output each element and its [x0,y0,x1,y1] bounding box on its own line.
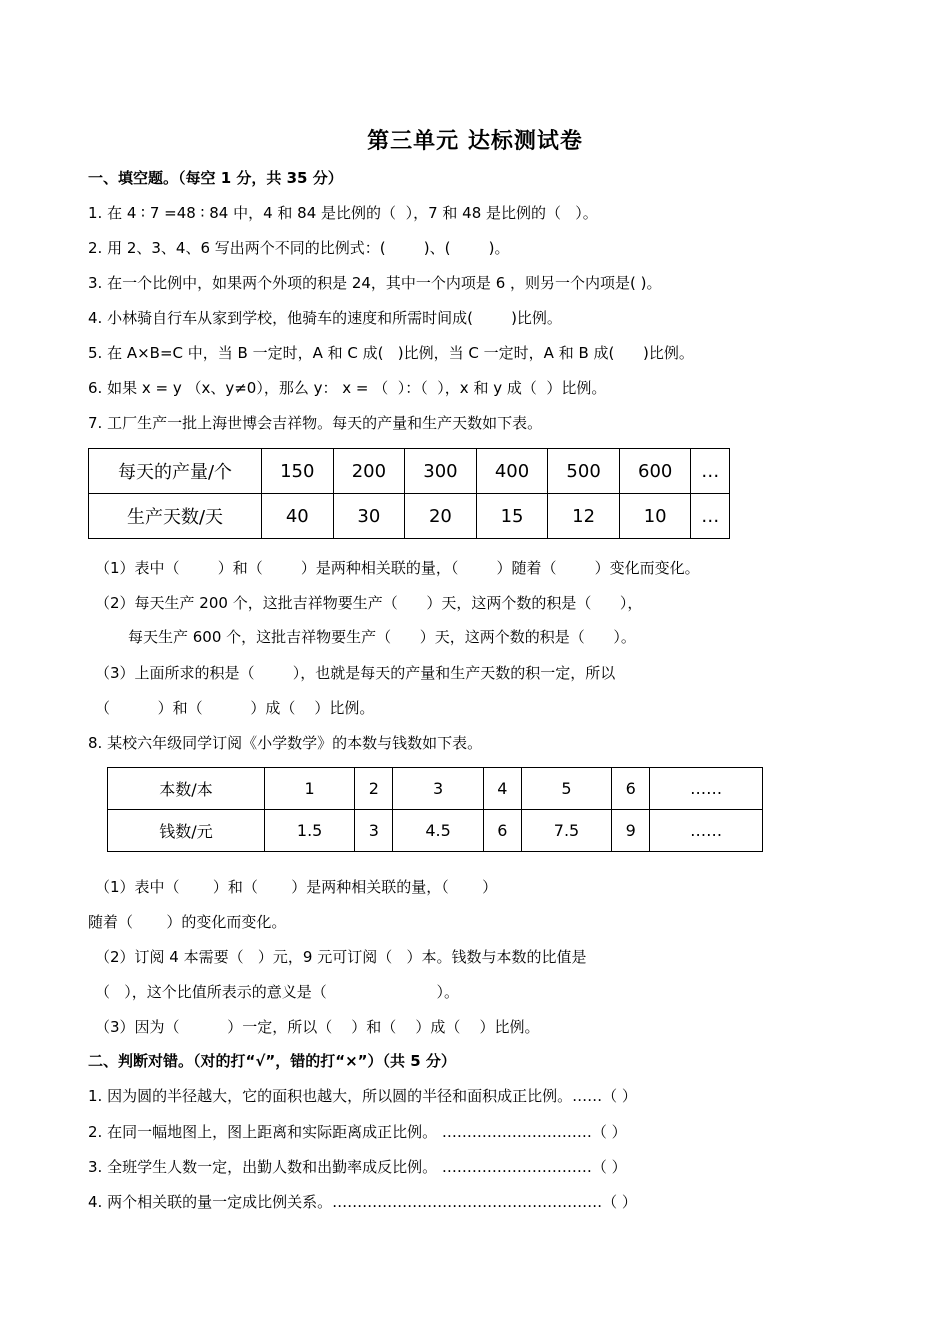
table-cell-label: 每天的产量/个 [89,449,262,494]
section2-heading: 二、判断对错。（对的打“√”，错的打“×”）（共 5 分） [88,1052,456,1070]
table-cell: …… [650,810,763,852]
question-7-part-1: （1）表中（ ）和（ ）是两种相关联的量，（ ）随着（ ）变化而变化。 [95,559,700,577]
table-cell: 1.5 [265,810,355,852]
question-8-part-1b: 随着（ ）的变化而变化。 [88,913,287,931]
table-cell: 15 [476,494,548,539]
table-cell: … [691,449,730,494]
table-cell: 150 [262,449,334,494]
question-8-part-3: （3）因为（ ）一定，所以（ ）和（ ）成（ ）比例。 [95,1018,540,1036]
table-row [89,494,730,539]
table-cell: 600 [619,449,691,494]
table-cell: 300 [405,449,477,494]
table-cell: 7.5 [521,810,611,852]
table-cell: 3 [355,810,393,852]
table-cell: 20 [405,494,477,539]
table-cell: … [691,494,730,539]
question-7-part-3b: （ ）和（ ）成（ ）比例。 [95,699,375,717]
question-3: 3. 在一个比例中，如果两个外项的积是 24，其中一个内项是 6 ，则另一个内项是( )。 [88,274,662,292]
table-row [108,810,763,852]
question-8: 8. 某校六年级同学订阅《小学数学》的本数与钱数如下表。 [88,734,483,752]
question-7: 7. 工厂生产一批上海世博会吉祥物。每天的产量和生产天数如下表。 [88,414,543,432]
table-cell-label: 钱数/元 [108,810,265,852]
question-7-part-3a: （3）上面所求的积是（ ），也就是每天的产量和生产天数的积一定，所以 [95,664,616,682]
question-5: 5. 在 A×B=C 中，当 B 一定时，A 和 C 成( )比例，当 C 一定时，A 和 B 成( )比例。 [88,344,694,362]
table-cell: 4.5 [393,810,483,852]
question-8-part-2b: （ ），这个比值所表示的意义是（ ）。 [95,983,459,1001]
table-cell: 400 [476,449,548,494]
table-row [89,449,730,494]
books-price-table [107,767,763,852]
table-cell: 6 [612,768,650,810]
question-7-part-2a: （2）每天生产 200 个，这批吉祥物要生产（ ）天，这两个数的积是（ ）， [95,594,643,612]
table-row [108,768,763,810]
judge-question-2: 2. 在同一幅地图上，图上距离和实际距离成正比例。 …………………………（ ） [88,1123,627,1141]
page-title: 第三单元 达标测试卷 [367,129,583,154]
question-2: 2. 用 2、3、4、6 写出两个不同的比例式：( )、( )。 [88,239,510,257]
table-cell: 6 [483,810,521,852]
table-cell-label: 本数/本 [108,768,265,810]
table-cell: 2 [355,768,393,810]
table-cell: 5 [521,768,611,810]
question-8-part-2a: （2）订阅 4 本需要（ ）元，9 元可订阅（ ）本。钱数与本数的比值是 [95,948,587,966]
production-table [88,448,730,539]
table-cell: …… [650,768,763,810]
table-cell: 9 [612,810,650,852]
table-cell: 40 [262,494,334,539]
question-6: 6. 如果 x = y （x、y≠0），那么 y： x = （ ）：（ ），x 和 y 成（ ）比例。 [88,379,607,397]
table-cell: 30 [333,494,405,539]
question-4: 4. 小林骑自行车从家到学校，他骑车的速度和所需时间成( )比例。 [88,309,562,327]
table-cell: 200 [333,449,405,494]
table-cell: 4 [483,768,521,810]
table-cell: 12 [548,494,620,539]
table-cell-label: 生产天数/天 [89,494,262,539]
judge-question-1: 1. 因为圆的半径越大，它的面积也越大，所以圆的半径和面积成正比例。……（ ） [88,1087,637,1105]
question-8-part-1a: （1）表中（ ）和（ ）是两种相关联的量，（ ） [95,878,498,896]
judge-question-3: 3. 全班学生人数一定，出勤人数和出勤率成反比例。 …………………………（ ） [88,1158,627,1176]
table-cell: 500 [548,449,620,494]
judge-question-4: 4. 两个相关联的量一定成比例关系。………………………………………………（ ） [88,1193,637,1211]
question-7-part-2b: 每天生产 600 个，这批吉祥物要生产（ ）天，这两个数的积是（ ）。 [128,628,636,646]
table-cell: 3 [393,768,483,810]
question-1: 1. 在 4 ∶ 7 =48 ∶ 84 中，4 和 84 是比例的（ ），7 和 48 是比例的（ ）。 [88,204,598,222]
table-cell: 1 [265,768,355,810]
table-cell: 10 [619,494,691,539]
section1-heading: 一、填空题。（每空 1 分，共 35 分） [88,169,343,187]
